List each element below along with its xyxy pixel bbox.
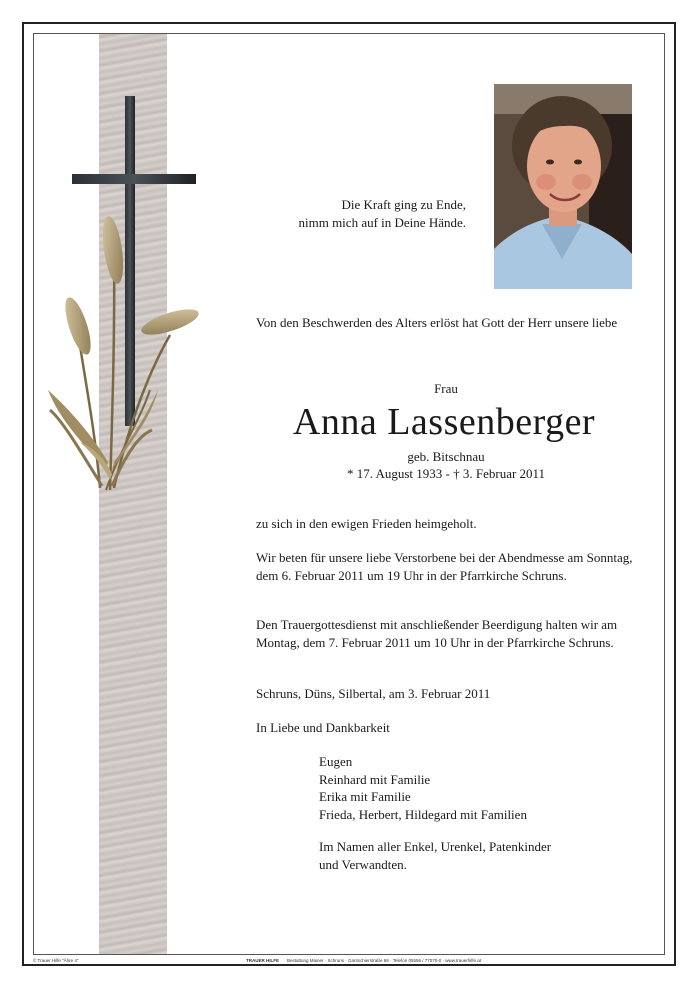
mourner-item: Erika mit Familie — [319, 789, 411, 804]
paragraph-heimgeholt: zu sich in den ewigen Frieden heimgeholt. — [256, 516, 477, 531]
closing-line-2: und Verwandten. — [319, 856, 407, 872]
footer-brand: TRAUER HILFE — [246, 958, 279, 963]
intro-text: Von den Beschwerden des Alters erlöst hat Gott der Herr unsere liebe — [256, 315, 618, 330]
paragraph-abendmesse: Wir beten für unsere liebe Verstorbene bei der Abendmesse am Sonntag, dem 6. Februar 2011 um 19 Uhr in der Pfarrkirche Schruns. — [256, 550, 633, 583]
deceased-title: Frau — [434, 381, 458, 396]
footer-info — [246, 958, 481, 963]
mourner-item: Eugen — [319, 754, 353, 769]
paragraph-trauergottesdienst: Den Trauergottesdienst mit anschließender Beerdigung halten wir am Montag, dem 7. Februar 2011 um 10 Uhr in der Pfarrkirche Schruns. — [256, 617, 618, 650]
cross-vertical — [125, 96, 135, 426]
closing-signature — [319, 838, 639, 873]
footer-address: Bestattung Mainer · Schruns · Gantschierstraße 68 · Telefon 05556 / 77070-0 · www.trauerhilfe.at — [287, 958, 482, 963]
verse-line-1: Die Kraft ging zu Ende, — [341, 197, 466, 212]
cross-and-wheat-icon — [40, 90, 210, 510]
footer-copyright: © Trauer Hilfe "Ähre 4" — [33, 958, 79, 963]
place-and-date: Schruns, Düns, Silbertal, am 3. Februar 2011 — [256, 686, 491, 701]
mourner-item: Reinhard mit Familie — [319, 771, 431, 787]
life-dates: * 17. August 1933 - † 3. Februar 2011 — [346, 466, 546, 481]
portrait-photo — [494, 84, 632, 289]
maiden-name: geb. Bitschnau — [407, 449, 485, 464]
mourner-item: Frieda, Herbert, Hildegard mit Familien — [319, 806, 527, 822]
cross-horizontal — [72, 174, 196, 184]
verse — [250, 196, 466, 231]
deceased-name: Anna Lassenberger — [292, 401, 596, 443]
closing-line-1: Im Namen aller Enkel, Urenkel, Patenkinder — [319, 839, 552, 854]
mourners-list — [319, 753, 639, 823]
closing-phrase: In Liebe und Dankbarkeit — [256, 720, 390, 735]
verse-line-2: nimm mich auf in Deine Hände. — [298, 214, 466, 230]
